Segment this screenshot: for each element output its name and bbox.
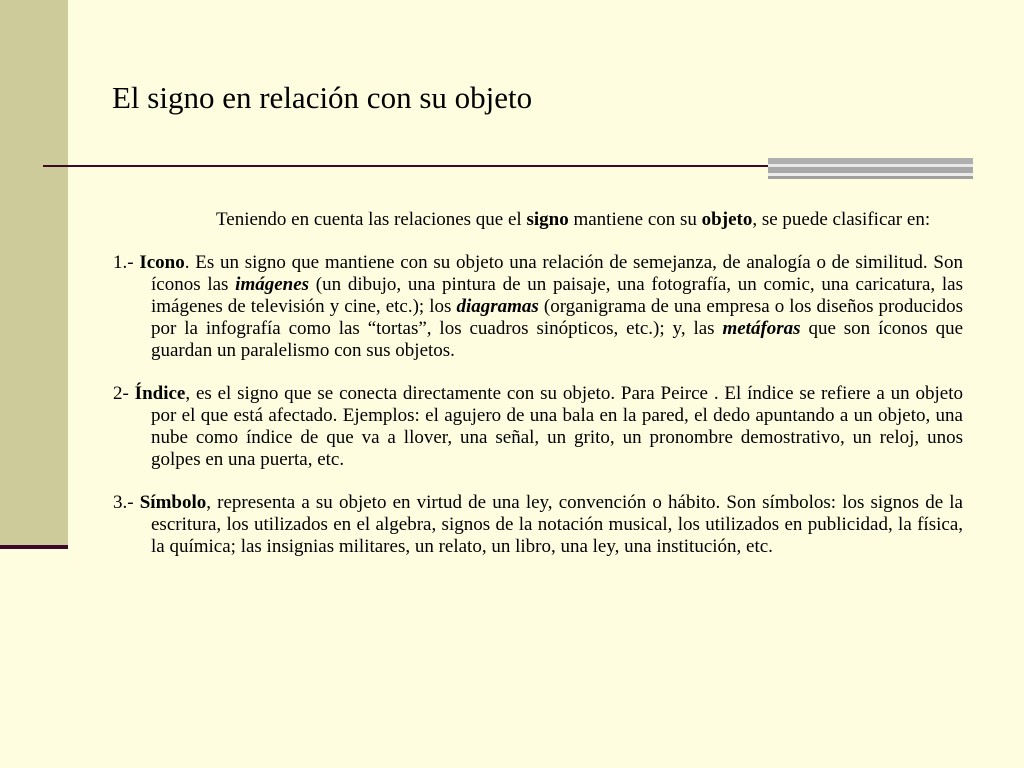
intro-paragraph	[113, 209, 963, 231]
intro-text: , se puede clasificar en:	[752, 209, 931, 230]
term-objeto: objeto	[701, 209, 753, 230]
intro-text: mantiene con su	[568, 209, 702, 230]
term-diagramas: diagramas	[456, 296, 539, 317]
item-text: . Es un signo que mantiene con su objeto una relación de semejanza, de analogía o de similitud. Son íconos las	[151, 252, 963, 295]
title-divider-line	[43, 165, 768, 167]
term-metaforas: metáforas	[722, 318, 801, 339]
term-icono: Icono	[139, 252, 185, 273]
item-text: (organigrama de una empresa o los diseños producidos por la infografía como las “tortas”, los cuadros sinópticos, etc.); y, las	[151, 296, 963, 339]
left-decor-band	[0, 0, 68, 545]
item-number: 2-	[113, 383, 135, 404]
item-text: (un dibujo, una pintura de un paisaje, una fotografía, un comic, una caricatura, las imágenes de televisión y cine, etc.); los	[151, 274, 963, 317]
item-text: , representa a su objeto en virtud de una ley, convención o hábito. Son símbolos: los signos de la escritura, los utilizados en el algebra, signos de la notación musical, los utilizados en publicidad, la física, la química; las insignias militares, un relato, un libro, una ley, una institución, etc.	[151, 492, 963, 557]
item-text: , es el signo que se conecta directamente con su objeto. Para Peirce . El índice se refiere a un objeto por el que está afectado. Ejemplos: el agujero de una bala en la pared, el dedo apuntando a un objeto, una nube como índice de que va a llover, una señal, un grito, un pronombre demostrativo, un reloj, unos golpes en una puerta, etc.	[151, 383, 964, 470]
left-decor-bar	[0, 545, 68, 549]
item-icono	[113, 252, 963, 362]
intro-text: Teniendo en cuenta las relaciones que el	[216, 209, 527, 230]
slide-title: El signo en relación con su objeto	[112, 80, 533, 115]
item-text: que son íconos que guardan un paralelismo con sus objetos.	[151, 318, 964, 361]
item-indice	[113, 383, 963, 471]
slide-body	[113, 209, 963, 579]
term-imagenes: imágenes	[235, 274, 310, 295]
item-simbolo	[113, 492, 963, 558]
term-simbolo: Símbolo	[139, 492, 207, 513]
item-number: 1.-	[113, 252, 140, 273]
title-divider-block	[768, 158, 973, 179]
term-indice: Índice	[134, 383, 186, 404]
term-signo: signo	[526, 209, 569, 230]
item-number: 3.-	[113, 492, 140, 513]
